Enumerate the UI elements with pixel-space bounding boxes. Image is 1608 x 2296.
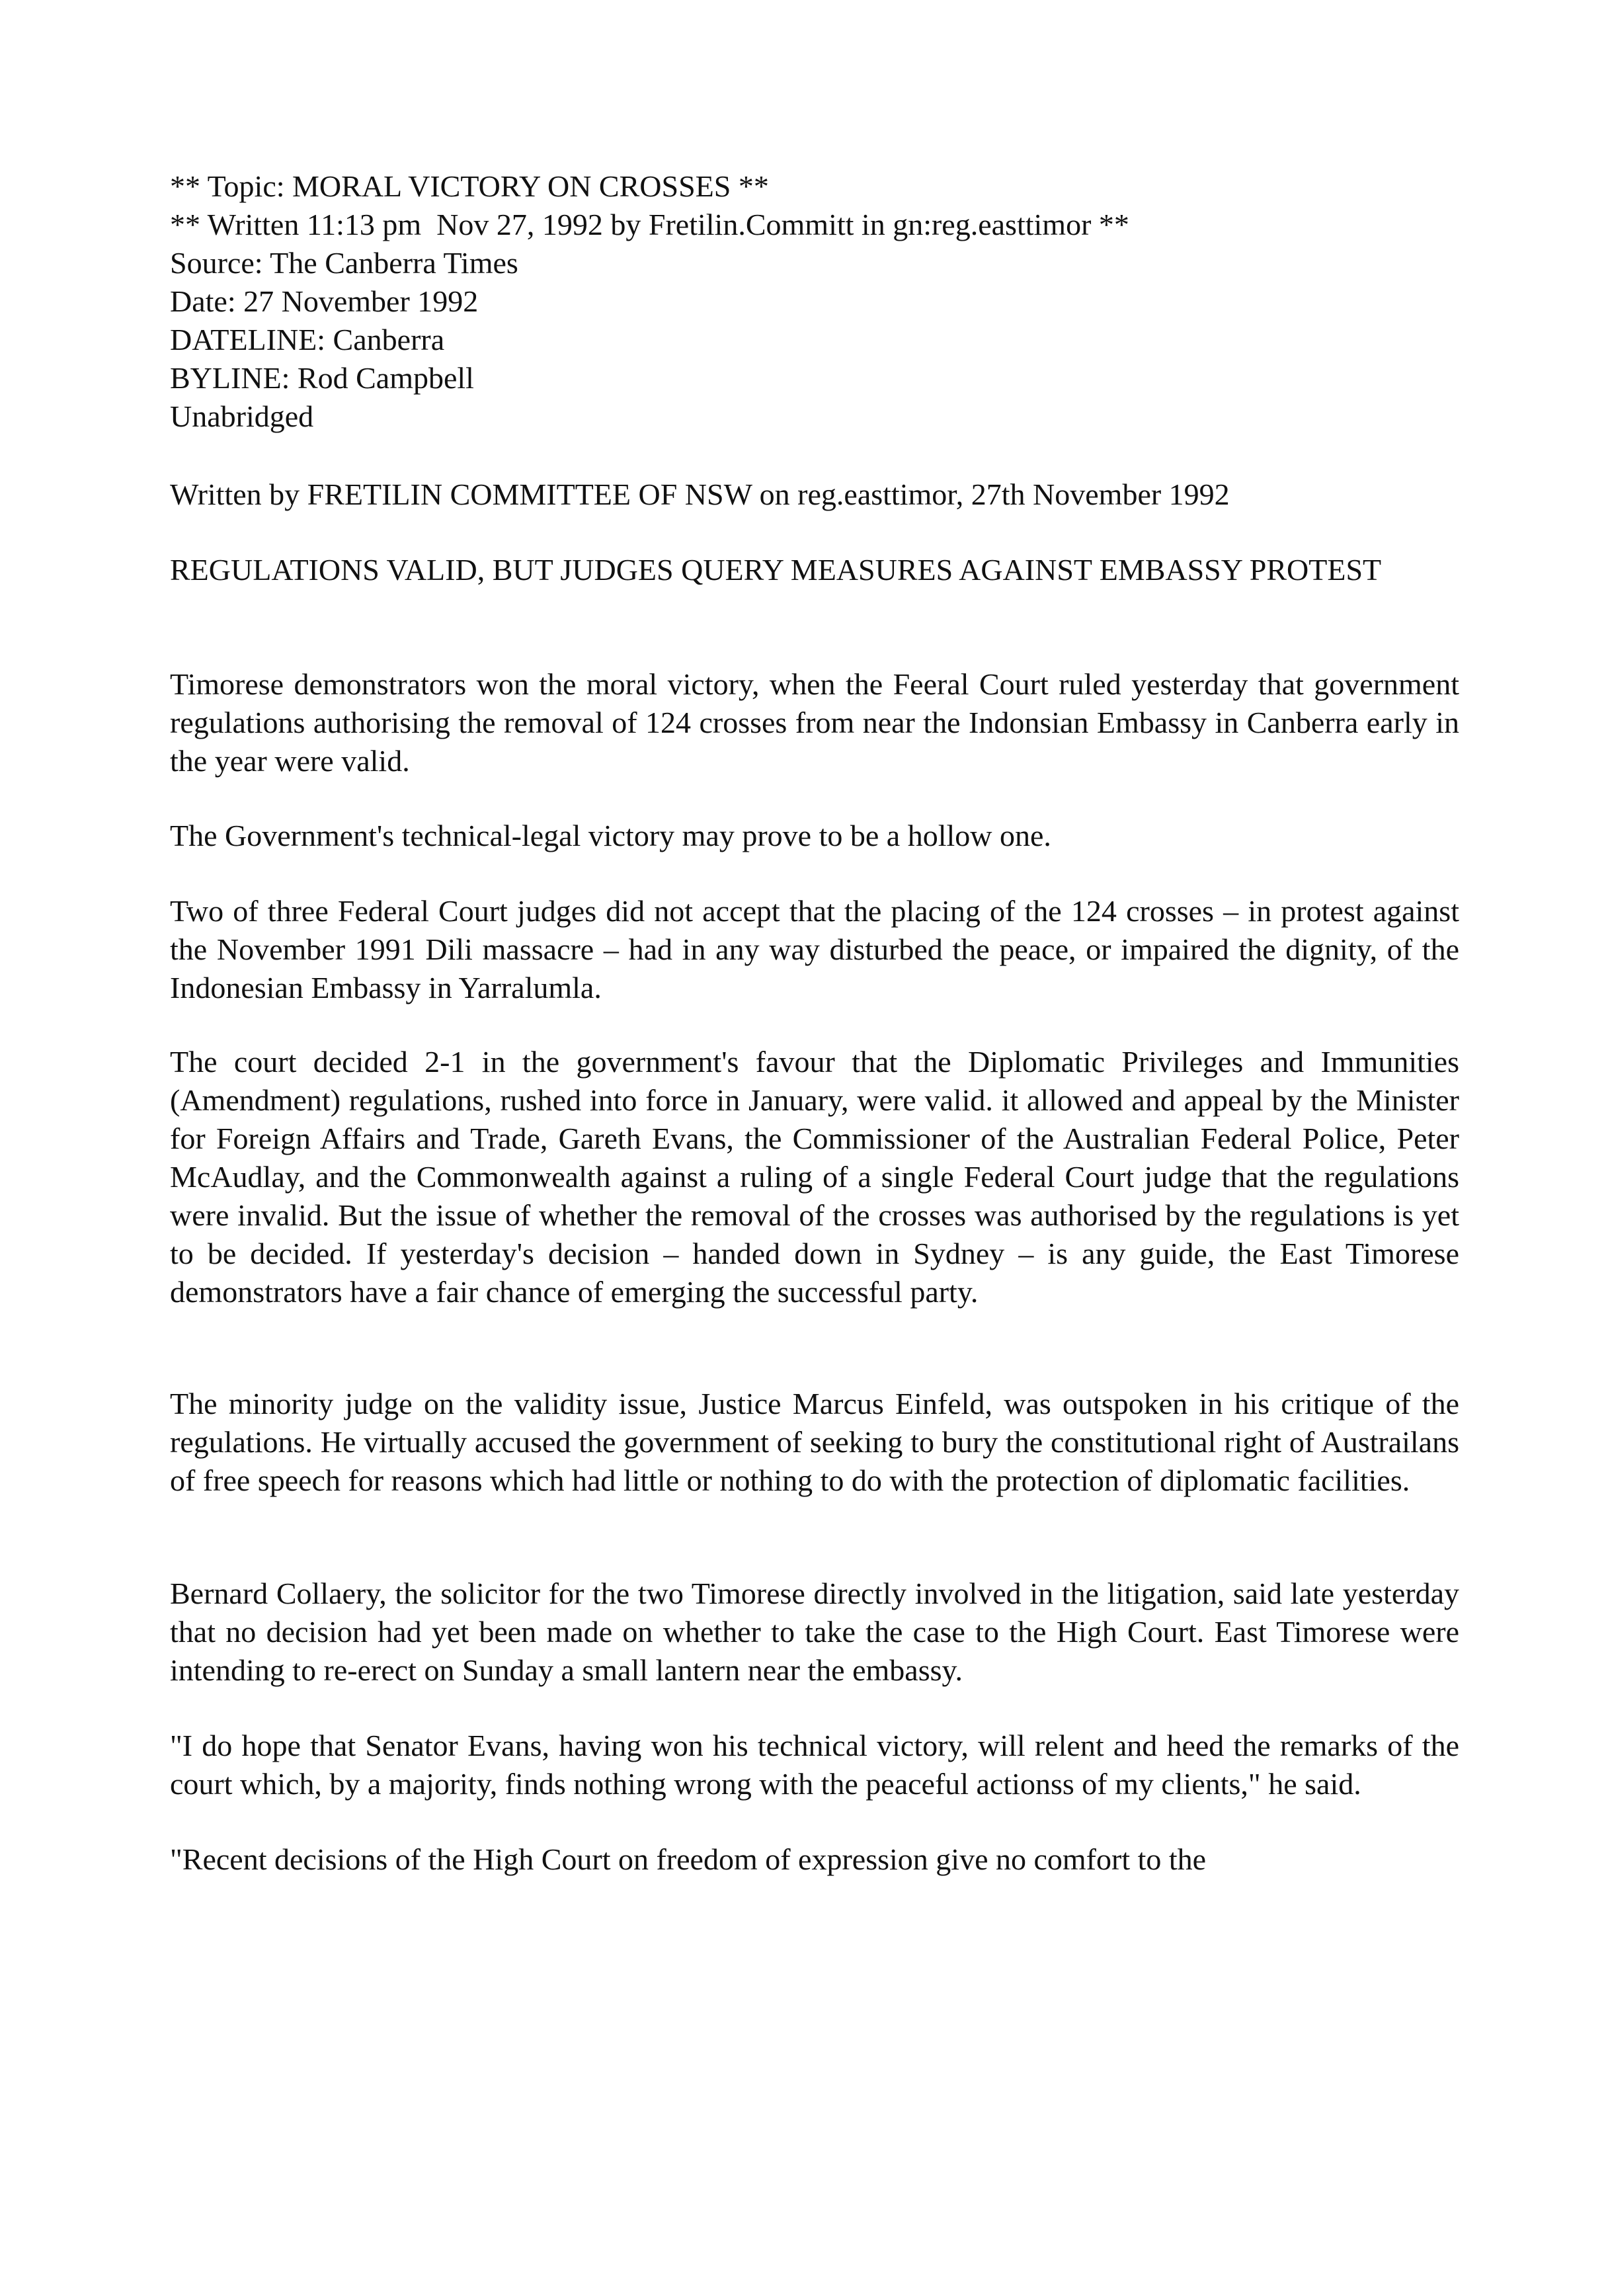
article-header xyxy=(170,167,1459,436)
byline-line: BYLINE: Rod Campbell xyxy=(170,361,474,395)
article-headline: REGULATIONS VALID, BUT JUDGES QUERY MEASURES AGAINST EMBASSY PROTEST xyxy=(170,553,1382,587)
topic-line: ** Topic: MORAL VICTORY ON CROSSES ** xyxy=(170,169,769,203)
body-paragraph: Bernard Collaery, the solicitor for the two Timorese directly involved in the litigation, said late yesterday that no decision had yet been made on whether to take the case to the High Court. East Timorese were intending to re-erect on Sunday a small lantern near the embassy. xyxy=(170,1577,1459,1687)
unabridged-line: Unabridged xyxy=(170,399,314,433)
body-paragraph: The Government's technical-legal victory may prove to be a hollow one. xyxy=(170,819,1051,852)
written-line: ** Written 11:13 pm Nov 27, 1992 by Fretilin.Committ in gn:reg.easttimor ** xyxy=(170,208,1129,241)
body-paragraph: "Recent decisions of the High Court on freedom of expression give no comfort to the xyxy=(170,1842,1207,1876)
date-line: Date: 27 November 1992 xyxy=(170,284,479,318)
body-paragraph: Two of three Federal Court judges did not accept that the placing of the 124 crosses – in protest against the November 1991 Dili massacre – had in any way disturbed the peace, or impaired the dignity, of the Indonesian Embassy in Yarralumla. xyxy=(170,894,1459,1004)
written-by-line: Written by FRETILIN COMMITTEE OF NSW on reg.easttimor, 27th November 1992 xyxy=(170,477,1230,511)
dateline-line: DATELINE: Canberra xyxy=(170,323,445,356)
body-paragraph: "I do hope that Senator Evans, having won his technical victory, will relent and heed the remarks of the court which, by a majority, finds nothing wrong with the peaceful actionss of my clients," he said. xyxy=(170,1729,1459,1801)
source-line: Source: The Canberra Times xyxy=(170,246,518,280)
body-paragraph: Timorese demonstrators won the moral victory, when the Feeral Court ruled yesterday that government regulations authorising the removal of 124 crosses from near the Indonsian Embassy in Canberra early in the year were valid. xyxy=(170,667,1459,778)
body-paragraph: The minority judge on the validity issue, Justice Marcus Einfeld, was outspoken in his critique of the regulations. He virtually accused the government of seeking to bury the constitutional right of Austrailans of free speech for reasons which had little or nothing to do with the protection of diplomatic facilities. xyxy=(170,1387,1459,1497)
body-paragraph: The court decided 2-1 in the government's favour that the Diplomatic Privileges and Immunities (Amendment) regulations, rushed into force in January, were valid. it allowed and appeal by the Minister for Foreign Affairs and Trade, Gareth Evans, the Commissioner of the Australian Federal Police, Peter McAudlay, and the Commonwealth against a ruling of a single Federal Court judge that the regulations were invalid. But the issue of whether the removal of the crosses was authorised by the regulations is yet to be decided. If yesterday's decision – handed down in Sydney – is any guide, the East Timorese demonstrators have a fair chance of emerging the successful party. xyxy=(170,1045,1459,1309)
